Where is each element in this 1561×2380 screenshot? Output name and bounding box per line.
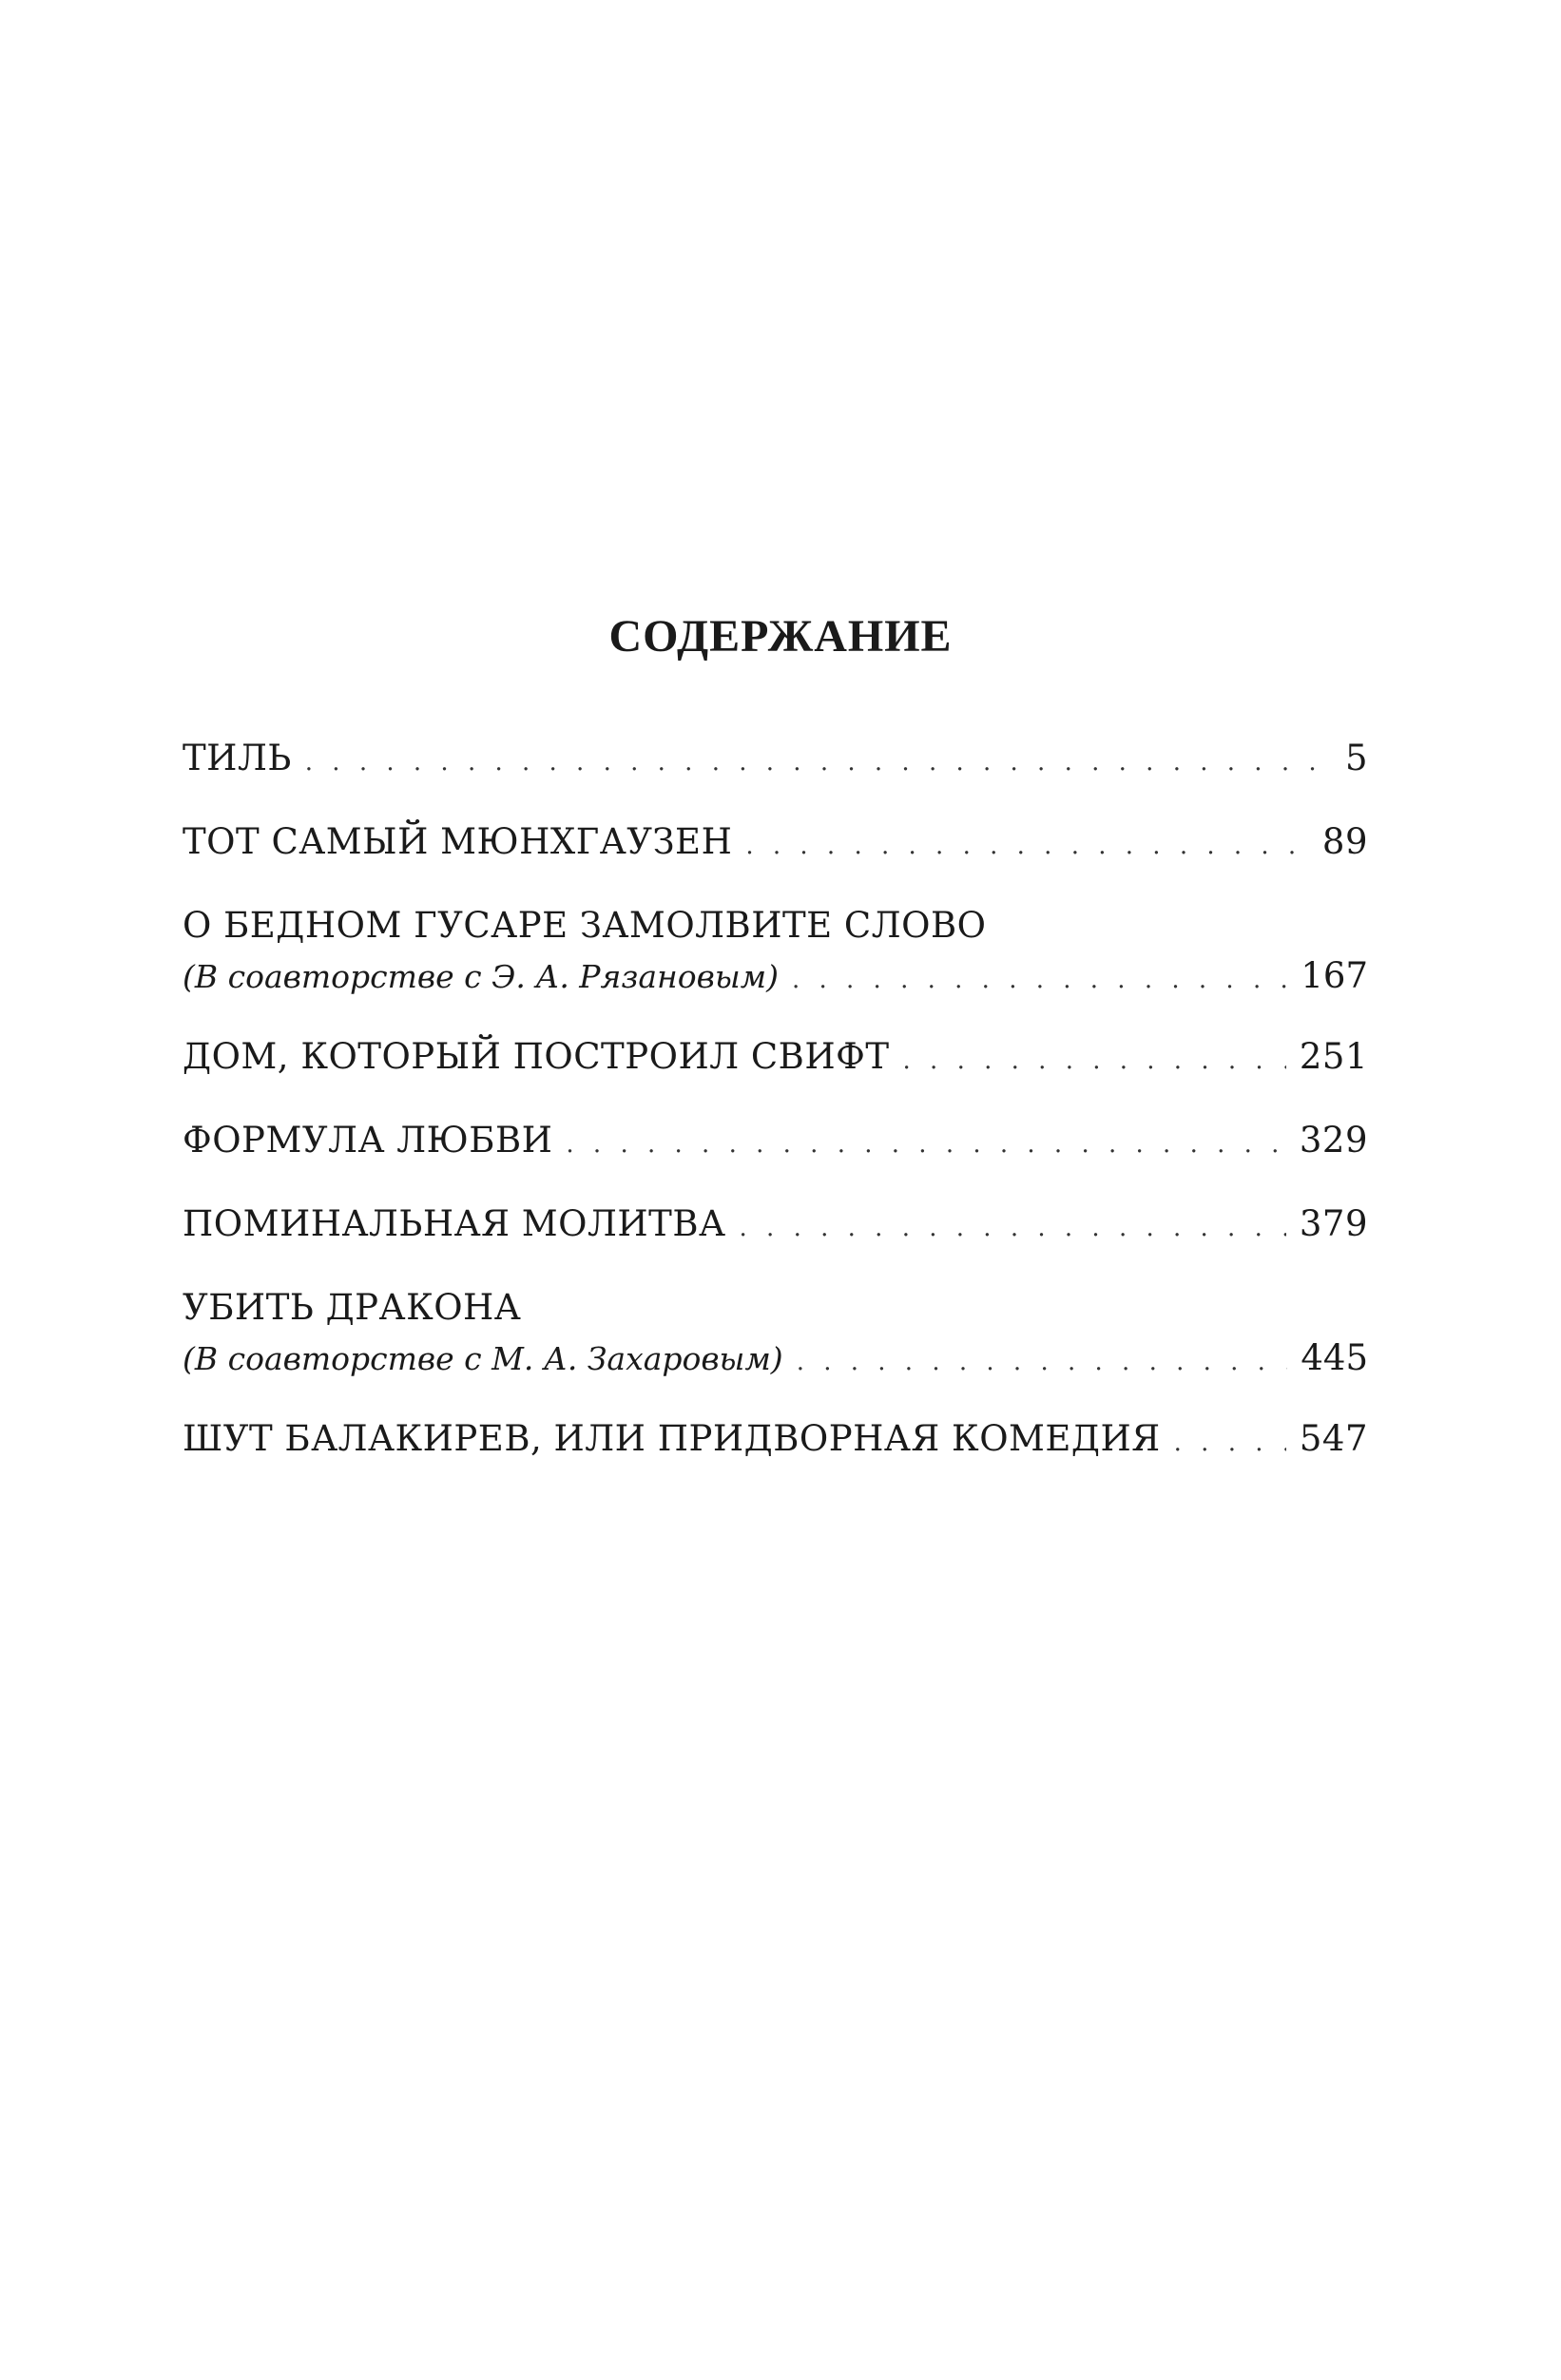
toc-page-number: 167 xyxy=(1301,955,1368,996)
dot-leader xyxy=(797,1338,1288,1386)
toc-page-number: 445 xyxy=(1301,1337,1368,1378)
toc-entry xyxy=(183,732,1368,785)
toc-page-number: 5 xyxy=(1344,738,1368,778)
toc-page-number: 329 xyxy=(1299,1120,1368,1161)
toc-entry-title: О БЕДНОМ ГУСАРЕ ЗАМОЛВИТЕ СЛОВО xyxy=(183,905,987,946)
toc-entry xyxy=(183,899,1368,1000)
dot-leader xyxy=(1174,1416,1286,1469)
toc-line xyxy=(183,1030,1368,1084)
dot-leader xyxy=(740,1201,1286,1255)
toc-page-number: 547 xyxy=(1299,1418,1368,1459)
dot-leader xyxy=(903,1034,1286,1087)
page-title: СОДЕРЖАНИЕ xyxy=(608,611,953,662)
toc-page-number: 379 xyxy=(1299,1203,1368,1244)
toc-line xyxy=(183,1412,1368,1466)
dot-leader xyxy=(566,1118,1285,1171)
toc-entry-title: ПОМИНАЛЬНАЯ МОЛИТВА xyxy=(183,1203,726,1244)
toc-line xyxy=(183,899,1368,952)
toc-line xyxy=(183,816,1368,869)
toc-entry-title: ТОТ САМЫЙ МЮНХГАУЗЕН xyxy=(183,821,733,862)
toc-entry xyxy=(183,1281,1368,1382)
toc-entry-title: ДОМ, КОТОРЫЙ ПОСТРОИЛ СВИФТ xyxy=(183,1036,890,1077)
toc-entry-title: УБИТЬ ДРАКОНА xyxy=(183,1287,522,1328)
toc-entry xyxy=(183,1114,1368,1167)
toc-page-number: 251 xyxy=(1299,1036,1368,1077)
toc-line xyxy=(183,952,1368,1000)
toc-entry-title: ФОРМУЛА ЛЮБВИ xyxy=(183,1120,553,1161)
table-of-contents xyxy=(183,732,1368,1496)
toc-entry-subtitle: (В соавторстве с М. А. Захаровым) xyxy=(183,1340,783,1377)
toc-line xyxy=(183,1334,1368,1382)
toc-line xyxy=(183,1114,1368,1167)
dot-leader xyxy=(305,736,1332,789)
toc-entry-title: ШУТ БАЛАКИРЕВ, ИЛИ ПРИДВОРНАЯ КОМЕДИЯ xyxy=(183,1418,1161,1459)
dot-leader xyxy=(792,956,1287,1004)
toc-line xyxy=(183,1198,1368,1251)
dot-leader xyxy=(745,819,1309,873)
toc-line xyxy=(183,732,1368,785)
toc-page-number: 89 xyxy=(1321,821,1368,862)
toc-entry xyxy=(183,816,1368,869)
toc-entry-title: ТИЛЬ xyxy=(183,738,292,778)
toc-entry-subtitle: (В соавторстве с Э. А. Рязановым) xyxy=(183,958,779,995)
toc-entry xyxy=(183,1198,1368,1251)
toc-line xyxy=(183,1281,1368,1334)
toc-entry xyxy=(183,1412,1368,1466)
toc-entry xyxy=(183,1030,1368,1084)
